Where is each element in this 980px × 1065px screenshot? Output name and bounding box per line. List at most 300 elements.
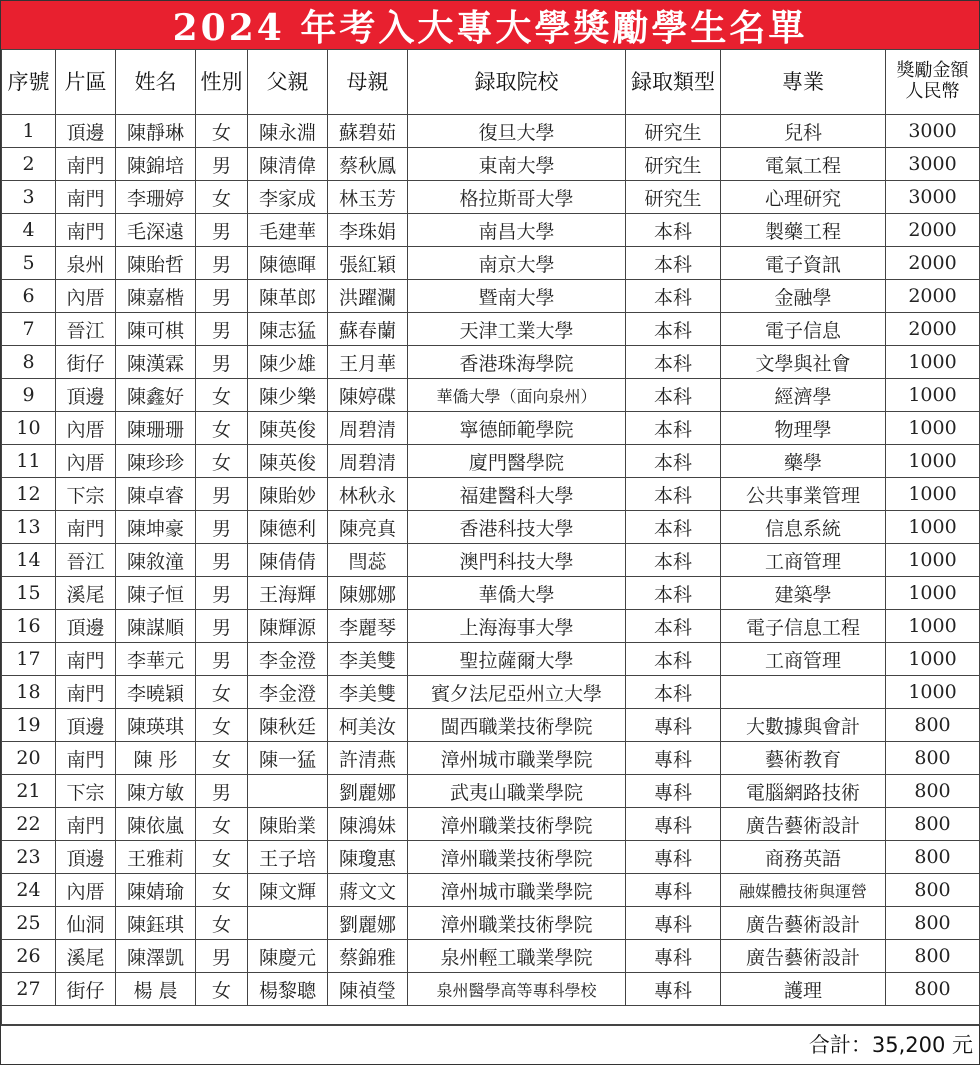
cell-school: 暨南大學 [408,280,626,313]
cell-father: 陳輝源 [248,610,328,643]
cell-award: 3000 [886,148,980,181]
cell-gender: 男 [196,148,248,181]
cell-school: 南京大學 [408,247,626,280]
cell-mother: 張紅穎 [328,247,408,280]
cell-school: 廈門醫學院 [408,445,626,478]
cell-award: 1000 [886,610,980,643]
cell-name: 陳澤凱 [116,940,196,973]
cell-major [721,676,886,709]
cell-no: 15 [2,577,56,610]
header-name: 姓名 [116,50,196,115]
cell-type: 專科 [626,742,721,775]
cell-name: 陳鑫好 [116,379,196,412]
cell-gender: 男 [196,775,248,808]
cell-type: 本科 [626,577,721,610]
cell-father: 陳德利 [248,511,328,544]
cell-major: 工商管理 [721,643,886,676]
cell-mother: 許清燕 [328,742,408,775]
empty-cell [2,1006,980,1025]
cell-major: 商務英語 [721,841,886,874]
cell-school: 漳州職業技術學院 [408,808,626,841]
cell-award: 800 [886,709,980,742]
cell-school: 賓夕法尼亞州立大學 [408,676,626,709]
cell-major: 兒科 [721,115,886,148]
table-row [2,280,980,313]
cell-school: 漳州職業技術學院 [408,907,626,940]
cell-father: 陳倩倩 [248,544,328,577]
cell-gender: 男 [196,940,248,973]
cell-major: 信息系統 [721,511,886,544]
table-row [2,709,980,742]
cell-award: 1000 [886,412,980,445]
table-row [2,214,980,247]
cell-school: 漳州城市職業學院 [408,874,626,907]
cell-school: 東南大學 [408,148,626,181]
cell-no: 11 [2,445,56,478]
cell-area: 泉州 [56,247,116,280]
cell-mother: 蔡秋鳳 [328,148,408,181]
cell-school: 華僑大學（面向泉州） [408,379,626,412]
cell-area: 溪尾 [56,940,116,973]
table-row [2,940,980,973]
table-row [2,643,980,676]
cell-type: 本科 [626,280,721,313]
cell-award: 800 [886,907,980,940]
header-no: 序號 [2,50,56,115]
cell-mother: 李麗琴 [328,610,408,643]
cell-father: 毛建華 [248,214,328,247]
cell-no: 17 [2,643,56,676]
cell-award: 1000 [886,511,980,544]
table-row [2,313,980,346]
cell-award: 1000 [886,346,980,379]
cell-school: 上海海事大學 [408,610,626,643]
cell-father: 陳少樂 [248,379,328,412]
cell-name: 楊 晨 [116,973,196,1006]
cell-area: 南門 [56,511,116,544]
cell-major: 電腦網路技術 [721,775,886,808]
cell-type: 本科 [626,445,721,478]
cell-name: 陳卓睿 [116,478,196,511]
cell-award: 2000 [886,280,980,313]
table-row [2,148,980,181]
cell-mother: 陳娜娜 [328,577,408,610]
cell-name: 陳貽哲 [116,247,196,280]
cell-school: 漳州城市職業學院 [408,742,626,775]
cell-major: 公共事業管理 [721,478,886,511]
cell-type: 專科 [626,709,721,742]
cell-no: 18 [2,676,56,709]
cell-major: 廣告藝術設計 [721,940,886,973]
cell-mother: 李珠娟 [328,214,408,247]
page-title: 2024 年考入大專大學獎勵學生名單 [1,1,979,49]
cell-award: 1000 [886,379,980,412]
cell-name: 李華元 [116,643,196,676]
cell-gender: 男 [196,214,248,247]
table-row [2,676,980,709]
cell-mother: 蔣文文 [328,874,408,907]
cell-award: 800 [886,775,980,808]
cell-school: 格拉斯哥大學 [408,181,626,214]
cell-award: 3000 [886,115,980,148]
cell-mother: 王月華 [328,346,408,379]
cell-no: 19 [2,709,56,742]
cell-name: 陳鈺琪 [116,907,196,940]
cell-award: 800 [886,841,980,874]
cell-no: 8 [2,346,56,379]
cell-no: 27 [2,973,56,1006]
cell-father: 陳慶元 [248,940,328,973]
cell-name: 陳 彤 [116,742,196,775]
cell-school: 澳門科技大學 [408,544,626,577]
cell-type: 研究生 [626,181,721,214]
cell-name: 陳敘潼 [116,544,196,577]
cell-mother: 周碧清 [328,412,408,445]
cell-gender: 女 [196,874,248,907]
cell-award: 1000 [886,676,980,709]
header-major: 專業 [721,50,886,115]
cell-major: 金融學 [721,280,886,313]
cell-area: 南門 [56,148,116,181]
cell-type: 研究生 [626,115,721,148]
cell-gender: 女 [196,742,248,775]
cell-no: 14 [2,544,56,577]
cell-gender: 男 [196,313,248,346]
cell-mother: 柯美汝 [328,709,408,742]
cell-major: 製藥工程 [721,214,886,247]
cell-mother: 李美雙 [328,643,408,676]
cell-no: 20 [2,742,56,775]
cell-school: 寧德師範學院 [408,412,626,445]
cell-no: 24 [2,874,56,907]
cell-mother: 陳瓊惠 [328,841,408,874]
cell-type: 專科 [626,973,721,1006]
cell-award: 2000 [886,214,980,247]
cell-type: 本科 [626,379,721,412]
cell-gender: 男 [196,610,248,643]
cell-gender: 女 [196,181,248,214]
cell-name: 陳坤豪 [116,511,196,544]
cell-no: 1 [2,115,56,148]
cell-major: 工商管理 [721,544,886,577]
cell-school: 復旦大學 [408,115,626,148]
cell-major: 建築學 [721,577,886,610]
table-body [2,115,980,1006]
cell-type: 本科 [626,544,721,577]
header-school: 録取院校 [408,50,626,115]
cell-type: 本科 [626,511,721,544]
cell-mother: 劉麗娜 [328,775,408,808]
cell-award: 3000 [886,181,980,214]
cell-gender: 男 [196,247,248,280]
cell-award: 1000 [886,544,980,577]
cell-school: 泉州醫學高等專科學校 [408,973,626,1006]
cell-gender: 女 [196,841,248,874]
cell-gender: 男 [196,577,248,610]
cell-father: 李金澄 [248,676,328,709]
cell-father: 陳革郎 [248,280,328,313]
header-area: 片區 [56,50,116,115]
cell-father: 陳英俊 [248,412,328,445]
cell-mother: 蔡錦雅 [328,940,408,973]
cell-major: 廣告藝術設計 [721,907,886,940]
cell-name: 陳靜琳 [116,115,196,148]
cell-award: 2000 [886,313,980,346]
cell-award: 800 [886,973,980,1006]
cell-award: 1000 [886,577,980,610]
cell-father: 楊黎聰 [248,973,328,1006]
cell-gender: 男 [196,511,248,544]
header-father: 父親 [248,50,328,115]
cell-area: 晉江 [56,313,116,346]
table-row [2,445,980,478]
cell-area: 南門 [56,181,116,214]
cell-mother: 洪躍瀾 [328,280,408,313]
cell-school: 香港科技大學 [408,511,626,544]
cell-no: 6 [2,280,56,313]
cell-type: 本科 [626,247,721,280]
cell-name: 陳珍珍 [116,445,196,478]
cell-mother: 林秋永 [328,478,408,511]
cell-no: 13 [2,511,56,544]
cell-area: 頂邊 [56,115,116,148]
cell-no: 3 [2,181,56,214]
cell-name: 陳婧瑜 [116,874,196,907]
cell-major: 藝術教育 [721,742,886,775]
cell-school: 武夷山職業學院 [408,775,626,808]
cell-no: 25 [2,907,56,940]
table-row [2,907,980,940]
cell-major: 電子信息 [721,313,886,346]
cell-gender: 女 [196,676,248,709]
cell-major: 藥學 [721,445,886,478]
cell-name: 陳子恒 [116,577,196,610]
header-type: 録取類型 [626,50,721,115]
cell-name: 陳依嵐 [116,808,196,841]
cell-father: 李家成 [248,181,328,214]
table-row [2,874,980,907]
cell-gender: 女 [196,379,248,412]
cell-gender: 女 [196,412,248,445]
table-row [2,808,980,841]
cell-type: 本科 [626,676,721,709]
cell-type: 本科 [626,412,721,445]
cell-type: 專科 [626,940,721,973]
cell-major: 物理學 [721,412,886,445]
cell-major: 融媒體技術與運營 [721,874,886,907]
cell-father: 陳文輝 [248,874,328,907]
cell-type: 本科 [626,214,721,247]
cell-type: 本科 [626,313,721,346]
cell-award: 800 [886,940,980,973]
cell-no: 26 [2,940,56,973]
cell-mother: 陳婷碟 [328,379,408,412]
cell-award: 800 [886,808,980,841]
cell-mother: 劉麗娜 [328,907,408,940]
cell-name: 陳錦培 [116,148,196,181]
cell-name: 王雅莉 [116,841,196,874]
table-row [2,742,980,775]
header-award-line2: 人民幣 [905,81,960,102]
cell-area: 下宗 [56,478,116,511]
cell-school: 漳州職業技術學院 [408,841,626,874]
table-row [2,478,980,511]
cell-type: 研究生 [626,148,721,181]
cell-major: 心理研究 [721,181,886,214]
cell-no: 10 [2,412,56,445]
cell-school: 聖拉薩爾大學 [408,643,626,676]
cell-school: 南昌大學 [408,214,626,247]
cell-type: 本科 [626,643,721,676]
table-row [2,247,980,280]
cell-no: 22 [2,808,56,841]
table-row [2,115,980,148]
cell-area: 頂邊 [56,841,116,874]
cell-type: 專科 [626,907,721,940]
cell-major: 電氣工程 [721,148,886,181]
cell-type: 專科 [626,841,721,874]
cell-name: 陳漢霖 [116,346,196,379]
cell-award: 800 [886,874,980,907]
cell-mother: 蘇春蘭 [328,313,408,346]
cell-major: 文學與社會 [721,346,886,379]
header-award-line1: 獎勵金額 [896,60,969,82]
cell-gender: 男 [196,478,248,511]
cell-area: 南門 [56,742,116,775]
cell-name: 李曉穎 [116,676,196,709]
cell-gender: 男 [196,544,248,577]
cell-father: 陳英俊 [248,445,328,478]
cell-area: 內厝 [56,874,116,907]
cell-no: 16 [2,610,56,643]
cell-award: 2000 [886,247,980,280]
header-award [886,50,980,115]
cell-father: 陳少雄 [248,346,328,379]
cell-no: 21 [2,775,56,808]
cell-type: 本科 [626,346,721,379]
table-row [2,412,980,445]
cell-school: 華僑大學 [408,577,626,610]
cell-mother: 陳鴻妹 [328,808,408,841]
cell-award: 800 [886,742,980,775]
cell-no: 12 [2,478,56,511]
cell-mother: 蘇碧茹 [328,115,408,148]
table-spacer [2,1006,980,1025]
cell-father: 陳貽妙 [248,478,328,511]
cell-gender: 男 [196,280,248,313]
cell-name: 毛深遠 [116,214,196,247]
table-row [2,841,980,874]
cell-mother: 陳亮真 [328,511,408,544]
cell-school: 天津工業大學 [408,313,626,346]
table-header [2,50,980,115]
cell-no: 2 [2,148,56,181]
cell-gender: 女 [196,973,248,1006]
cell-area: 頂邊 [56,709,116,742]
cell-father: 陳永淵 [248,115,328,148]
cell-gender: 女 [196,907,248,940]
cell-no: 4 [2,214,56,247]
cell-award: 1000 [886,445,980,478]
empty-row [2,1006,980,1025]
cell-area: 晉江 [56,544,116,577]
cell-father: 陳德暉 [248,247,328,280]
cell-name: 陳方敏 [116,775,196,808]
cell-no: 7 [2,313,56,346]
cell-name: 陳嘉楷 [116,280,196,313]
cell-area: 內厝 [56,412,116,445]
cell-father: 王子培 [248,841,328,874]
cell-type: 專科 [626,808,721,841]
cell-father: 王海輝 [248,577,328,610]
table-row [2,775,980,808]
cell-area: 街仔 [56,346,116,379]
table-row [2,544,980,577]
cell-award: 1000 [886,643,980,676]
cell-gender: 女 [196,445,248,478]
cell-gender: 男 [196,346,248,379]
cell-award: 1000 [886,478,980,511]
total-summary: 合計：35,200 元 [1,1025,979,1062]
cell-school: 泉州輕工職業學院 [408,940,626,973]
cell-no: 9 [2,379,56,412]
table-row [2,973,980,1006]
cell-name: 李珊婷 [116,181,196,214]
cell-school: 福建醫科大學 [408,478,626,511]
table-row [2,577,980,610]
table-row [2,181,980,214]
cell-name: 陳瑛琪 [116,709,196,742]
cell-area: 內厝 [56,280,116,313]
cell-school: 香港珠海學院 [408,346,626,379]
cell-type: 專科 [626,874,721,907]
cell-name: 陳可棋 [116,313,196,346]
cell-area: 南門 [56,676,116,709]
cell-major: 護理 [721,973,886,1006]
cell-area: 南門 [56,214,116,247]
cell-area: 南門 [56,643,116,676]
cell-major: 電子信息工程 [721,610,886,643]
cell-father: 陳志猛 [248,313,328,346]
cell-father [248,775,328,808]
cell-area: 頂邊 [56,379,116,412]
cell-major: 廣告藝術設計 [721,808,886,841]
cell-school: 閩西職業技術學院 [408,709,626,742]
header-mother: 母親 [328,50,408,115]
cell-mother: 周碧清 [328,445,408,478]
cell-father [248,907,328,940]
cell-gender: 女 [196,808,248,841]
table-row [2,346,980,379]
cell-type: 專科 [626,775,721,808]
cell-area: 內厝 [56,445,116,478]
cell-father: 李金澄 [248,643,328,676]
cell-name: 陳珊珊 [116,412,196,445]
cell-major: 經濟學 [721,379,886,412]
cell-gender: 男 [196,643,248,676]
cell-area: 街仔 [56,973,116,1006]
cell-father: 陳秋廷 [248,709,328,742]
cell-mother: 林玉芳 [328,181,408,214]
cell-major: 大數據與會計 [721,709,886,742]
cell-mother: 閆蕊 [328,544,408,577]
cell-name: 陳謀順 [116,610,196,643]
cell-type: 本科 [626,610,721,643]
cell-area: 頂邊 [56,610,116,643]
cell-mother: 李美雙 [328,676,408,709]
cell-father: 陳一猛 [248,742,328,775]
cell-father: 陳清偉 [248,148,328,181]
